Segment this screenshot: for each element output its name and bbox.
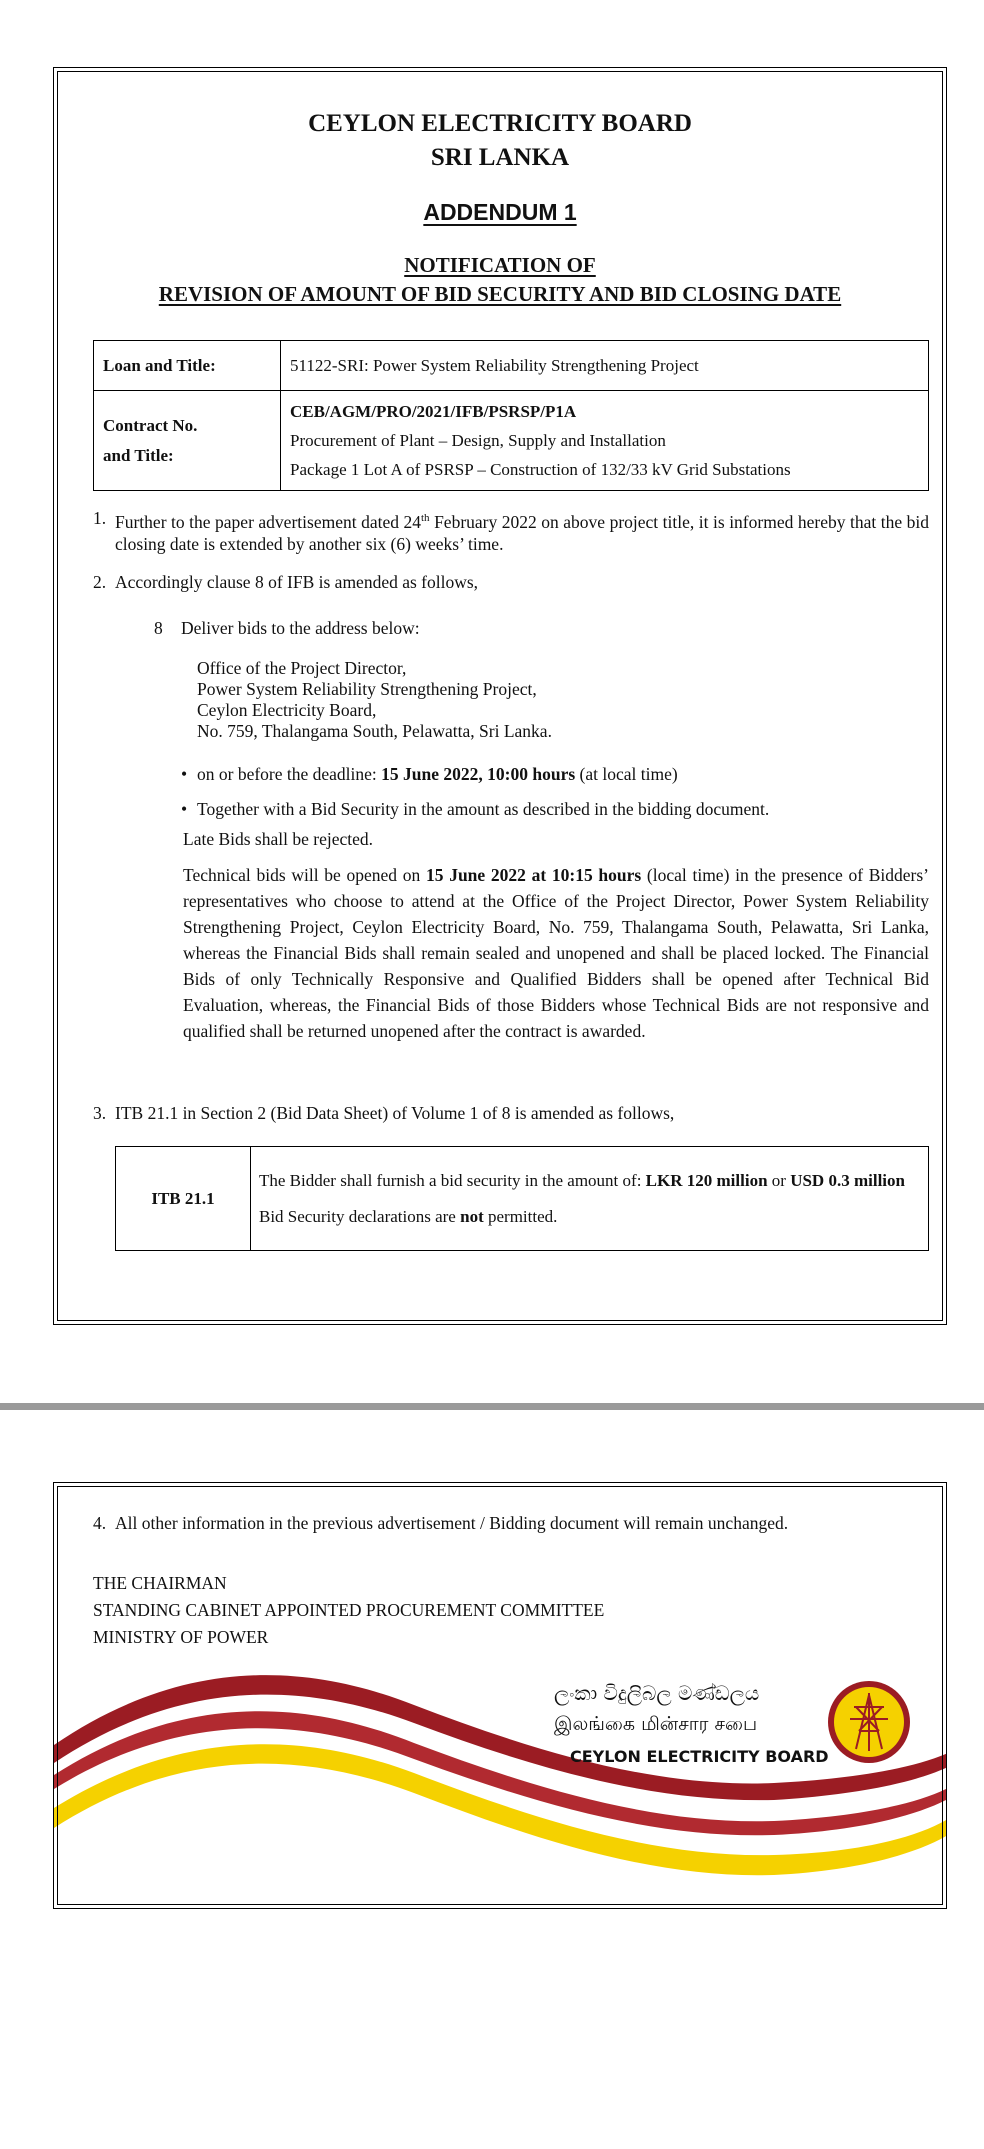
late-bids-text: Late Bids shall be rejected.: [183, 829, 373, 849]
org-title: CEYLON ELECTRICITY BOARD: [308, 110, 692, 137]
page-separator: [0, 1403, 984, 1410]
ceb-emblem-icon: [826, 1679, 912, 1765]
signature-line-2: STANDING CABINET APPOINTED PROCUREMENT COMMITTEE: [93, 1600, 605, 1620]
brand-swoosh-graphic: [54, 1483, 947, 1909]
contract-value: [281, 391, 929, 491]
itb-label: ITB 21.1: [116, 1147, 251, 1251]
loan-value: 51122-SRI: Power System Reliability Strengthening Project: [281, 341, 929, 391]
subject-title: REVISION OF AMOUNT OF BID SECURITY AND BID CLOSING DATE: [158, 282, 842, 306]
info-table: [93, 340, 929, 491]
item-3-text: ITB 21.1 in Section 2 (Bid Data Sheet) of Volume 1 of 8 is amended as follows,: [115, 1103, 675, 1123]
itb-value: The Bidder shall furnish a bid security in the amount of: LKR 120 million or USD 0.3 million Bid Security declarations are not permitted.: [251, 1147, 929, 1251]
notification-title: NOTIFICATION OF: [404, 253, 596, 277]
loan-label: Loan and Title:: [94, 341, 281, 391]
item-4-text: All other information in the previous advertisement / Bidding document will remain unchanged.: [115, 1513, 789, 1533]
item-4-number: 4.: [93, 1513, 107, 1533]
item-2-number: 2.: [93, 572, 107, 592]
contract-line-2: Procurement of Plant – Design, Supply and Installation: [290, 431, 666, 450]
contract-label: Contract No. and Title:: [94, 391, 281, 491]
clause-8-number: 8: [154, 618, 163, 638]
signature-line-1: THE CHAIRMAN: [93, 1573, 227, 1593]
item-1-number: 1.: [93, 508, 107, 528]
logo-english-text: CEYLON ELECTRICITY BOARD: [570, 1747, 829, 1766]
bid-security-bullet: • Together with a Bid Security in the amount as described in the bidding document.: [181, 799, 770, 819]
country-title: SRI LANKA: [430, 144, 570, 171]
itb-table: [115, 1146, 929, 1251]
contract-number: CEB/AGM/PRO/2021/IFB/PSRSP/P1A: [290, 402, 577, 421]
delivery-address: Office of the Project Director, Power System Reliability Strengthening Project, Ceylon Electricity Board, No. 759, Thalangama South, Pelawatta, Sri Lanka.: [197, 658, 552, 741]
clause-8-text: Deliver bids to the address below:: [181, 618, 420, 638]
item-3-number: 3.: [93, 1103, 107, 1123]
technical-bids-text: Technical bids will be opened on 15 June 2022 at 10:15 hours (local time) in the presence of Bidders’ representatives who choose to attend at the Office of the Project Director, Power System Reliability Strengthening Project, Ceylon Electricity Board, No. 759, Thalangama South, Pelawatta, Sri Lanka, whereas the Financial Bids shall remain sealed and unopened and shall be placed locked. The Financial Bids of only Technically Responsive and Qualified Bidders shall be opened after Technical Bid Evaluation, whereas, the Financial Bids of those Bidders whose Technical Bids are not responsive and qualified shall be returned unopened after the contract is awarded.: [183, 865, 930, 1041]
addendum-title: ADDENDUM 1: [423, 199, 577, 225]
deadline-bullet: • on or before the deadline: 15 June 2022, 10:00 hours (at local time): [181, 764, 678, 784]
item-2-text: Accordingly clause 8 of IFB is amended as follows,: [115, 572, 479, 592]
logo-sinhala-text: ලංකා විදුලිබල මණ්ඩලය: [554, 1681, 760, 1705]
logo-tamil-text: இலங்கை மின்சார சபை: [554, 1713, 758, 1735]
contract-line-3: Package 1 Lot A of PSRSP – Construction of 132/33 kV Grid Substations: [290, 460, 791, 479]
item-1-text: Further to the paper advertisement dated 24th February 2022 on above project title, it is informed hereby that the bid closing date is extended by another six (6) weeks’ time.: [115, 511, 929, 554]
page-2: [53, 1482, 947, 1909]
page-1: [53, 67, 947, 1325]
signature-line-3: MINISTRY OF POWER: [93, 1627, 269, 1647]
